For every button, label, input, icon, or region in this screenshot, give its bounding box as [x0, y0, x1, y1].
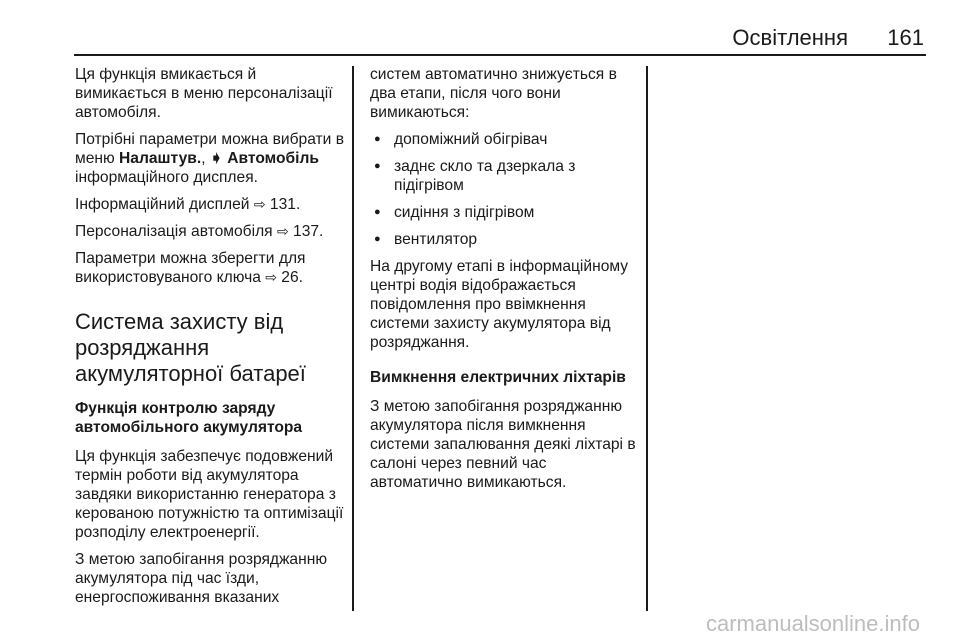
column-middle — [370, 65, 638, 500]
page-number: 161 — [887, 25, 924, 50]
paragraph-lights-off: З метою запобігання розряджанню акумулятора після вимкнення системи запалювання деякі ліхтарі в салоні через певний час автоматично вимикаються. — [370, 398, 636, 491]
column-left — [75, 65, 345, 615]
list-item: ● вентилятор — [370, 230, 638, 249]
list-item: ● допоміжний обігрівач — [370, 130, 638, 149]
column-divider-left — [352, 66, 354, 611]
reference-personalization[interactable]: Персоналізація автомобіля ⇨ 137. — [75, 223, 324, 240]
list-item: ● заднє скло та дзеркала з підігрівом — [370, 157, 638, 195]
reference-info-display[interactable]: Інформаційний дисплей ⇨ 131. — [75, 196, 301, 213]
column-divider-right — [646, 66, 648, 611]
paragraph-second-stage: На другому етапі в інформаційному центрі водія відображається повідомлення про ввімкнення системи захисту акумулятора від розряджання. — [370, 258, 629, 351]
bullet-list — [370, 130, 638, 249]
paragraph-continued: систем автоматично знижується в два етапи, після чого вони вимикаються: — [370, 66, 617, 121]
chapter-title: Освітлення — [732, 25, 848, 50]
page-reference-icon: ⇨ — [276, 223, 289, 239]
paragraph-prevention: З метою запобігання розряджанню акумулятора під час їзди, енергоспоживання вказаних — [75, 551, 328, 606]
section-heading: Система захисту від розряджання акумуляторної батареї — [75, 309, 306, 386]
paragraph-function: Ця функція забезпечує подовжений термін роботи від акумулятора завдяки використанню генератора з керованою потужністю та оптимізації розподілу електроенергії. — [75, 448, 344, 541]
paragraph-key-storage: Параметри можна зберегти для використовуваного ключа ⇨ 26. — [75, 250, 306, 286]
subsection-heading: Функція контролю заряду автомобільного акумулятора — [75, 400, 303, 436]
list-item: ● сидіння з підігрівом — [370, 203, 638, 222]
paragraph-settings: Потрібні параметри можна вибрати в меню Налаштув., ➧ Автомобіль інформаційного дисплея. — [75, 131, 345, 186]
subsection-heading: Вимкнення електричних ліхтарів — [370, 369, 626, 386]
menu-vehicle-label: Автомобіль — [222, 150, 319, 167]
page-header — [74, 24, 926, 52]
page-reference-icon: ⇨ — [253, 196, 266, 212]
menu-arrow-icon: ➧ — [209, 150, 223, 167]
page-reference-icon: ⇨ — [265, 269, 277, 285]
header-divider — [74, 54, 926, 56]
paragraph-intro: Ця функція вмикається й вимикається в меню персоналізації автомобіля. — [75, 66, 333, 121]
menu-settings-label: Налаштув. — [119, 150, 202, 167]
watermark: carmanualsonline.info — [705, 611, 920, 636]
